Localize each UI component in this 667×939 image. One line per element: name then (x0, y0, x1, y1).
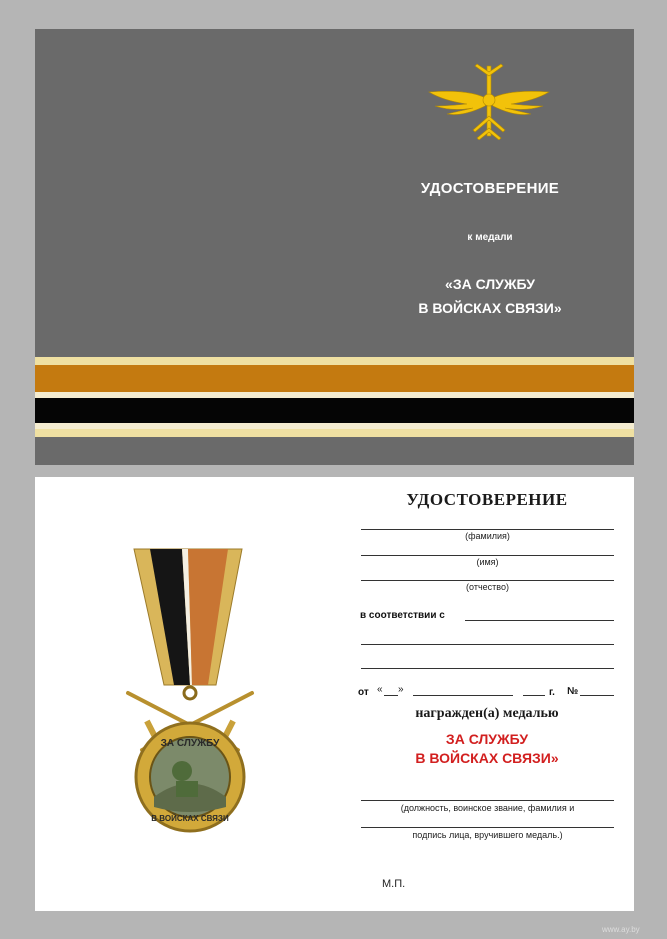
signal-troops-winged-emblem-icon (427, 62, 551, 140)
signature-line-1[interactable] (361, 800, 614, 801)
cover-medal-name-line2: В ВОЙСКАХ СВЯЗИ» (418, 300, 562, 316)
surname-caption: (фамилия) (465, 531, 510, 541)
number-line[interactable] (580, 695, 614, 696)
stripe-grey-bottom (35, 437, 634, 465)
accordance-line[interactable] (465, 620, 614, 621)
date-year-label: г. (549, 687, 555, 698)
accordance-line-3[interactable] (361, 668, 614, 669)
date-open-quote: « (377, 684, 383, 695)
medal-inscription-top: ЗА СЛУЖБУ (160, 738, 220, 749)
medal-illustration (120, 545, 260, 845)
accordance-line-2[interactable] (361, 644, 614, 645)
name-caption: (имя) (476, 557, 499, 567)
stripe-cream-top (35, 357, 634, 365)
inner-title: УДОСТОВЕРЕНИЕ (406, 490, 568, 509)
cover-title: УДОСТОВЕРЕНИЕ (420, 180, 560, 197)
medal-ribbon (134, 549, 242, 685)
date-close-quote: » (398, 684, 404, 695)
surname-line[interactable] (361, 529, 614, 530)
date-year-line[interactable] (523, 695, 545, 696)
name-line[interactable] (361, 555, 614, 556)
date-day-line[interactable] (384, 695, 398, 696)
number-label: № (567, 686, 579, 697)
cover-subtitle: к медали (467, 232, 513, 243)
medal-ring (184, 687, 196, 699)
cover-medal-name-line1: «ЗА СЛУЖБУ (445, 276, 535, 292)
inner-medal-name-line1: ЗА СЛУЖБУ (445, 731, 529, 747)
inner-medal-name-line2: В ВОЙСКАХ СВЯЗИ» (415, 750, 559, 766)
patronymic-caption: (отчество) (466, 582, 509, 592)
ribbon-stripes (35, 357, 634, 465)
signature-caption-line2: подпись лица, вручившего медаль.) (412, 830, 563, 840)
date-from-label: от (358, 687, 369, 698)
signature-line-2[interactable] (361, 827, 614, 828)
watermark: www.ay.by (602, 925, 640, 934)
signature-caption-line1: (должность, воинское звание, фамилия и (400, 803, 575, 813)
awarded-text: награжден(а) медалью (415, 706, 559, 721)
date-month-line[interactable] (413, 695, 513, 696)
accordance-label: в соответствии с (360, 610, 445, 621)
stripe-cream-bottom (35, 429, 634, 437)
medal-inscription-bottom: В ВОЙСКАХ СВЯЗИ (151, 814, 229, 823)
patronymic-line[interactable] (361, 580, 614, 581)
stripe-orange (35, 365, 634, 392)
stripe-black (35, 398, 634, 423)
seal-label: М.П. (382, 878, 406, 890)
